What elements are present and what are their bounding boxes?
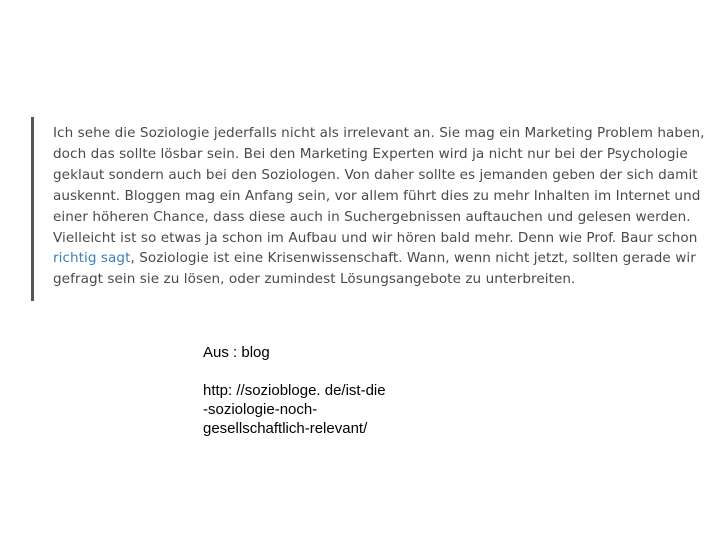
quote-line-5: einer höheren Chance, dass diese auch in Suchergebnissen auftauchen und gelesen werden. — [53, 208, 691, 225]
source-caption: Aus : blog — [203, 344, 270, 361]
quote-line-1: Ich sehe die Soziologie jederfalls nicht als irrelevant an. Sie mag ein Marketing Problem haben, — [53, 125, 705, 141]
source-url-line-1: http: //soziobloge. de/ist-die — [203, 382, 386, 399]
source-url-line-3: gesellschaftlich-relevant/ — [203, 420, 368, 437]
quote-line-6: Vielleicht ist so etwas ja schon im Aufbau und wir hören bald mehr. Denn wie Prof. Baur schon — [53, 229, 698, 246]
source-url-line-2: -soziologie-noch- — [203, 401, 318, 418]
blog-quote — [31, 117, 705, 301]
quote-line-7 — [53, 248, 696, 269]
quote-line-7-rest: , Soziologie ist eine Krisenwissenschaft. Wann, wenn nicht jetzt, sollten gerade wir — [130, 250, 696, 267]
quote-line-3: geklaut sondern auch bei den Soziologen. Von daher sollte es jemanden geben der sich damit — [53, 166, 698, 183]
source-url — [203, 381, 386, 438]
richtig-sagt-link[interactable]: richtig sagt — [53, 250, 131, 267]
quote-line-8: gefragt sein sie zu lösen, oder zumindest Lösungsangebote zu unterbreiten. — [53, 271, 576, 288]
source-reference — [203, 343, 386, 438]
quote-line-2: doch das sollte lösbar sein. Bei den Marketing Experten wird ja nicht nur bei der Psychologie — [53, 145, 688, 162]
quote-line-4: auskennt. Bloggen mag ein Anfang sein, vor allem führt dies zu mehr Inhalten im Internet und — [53, 187, 701, 204]
